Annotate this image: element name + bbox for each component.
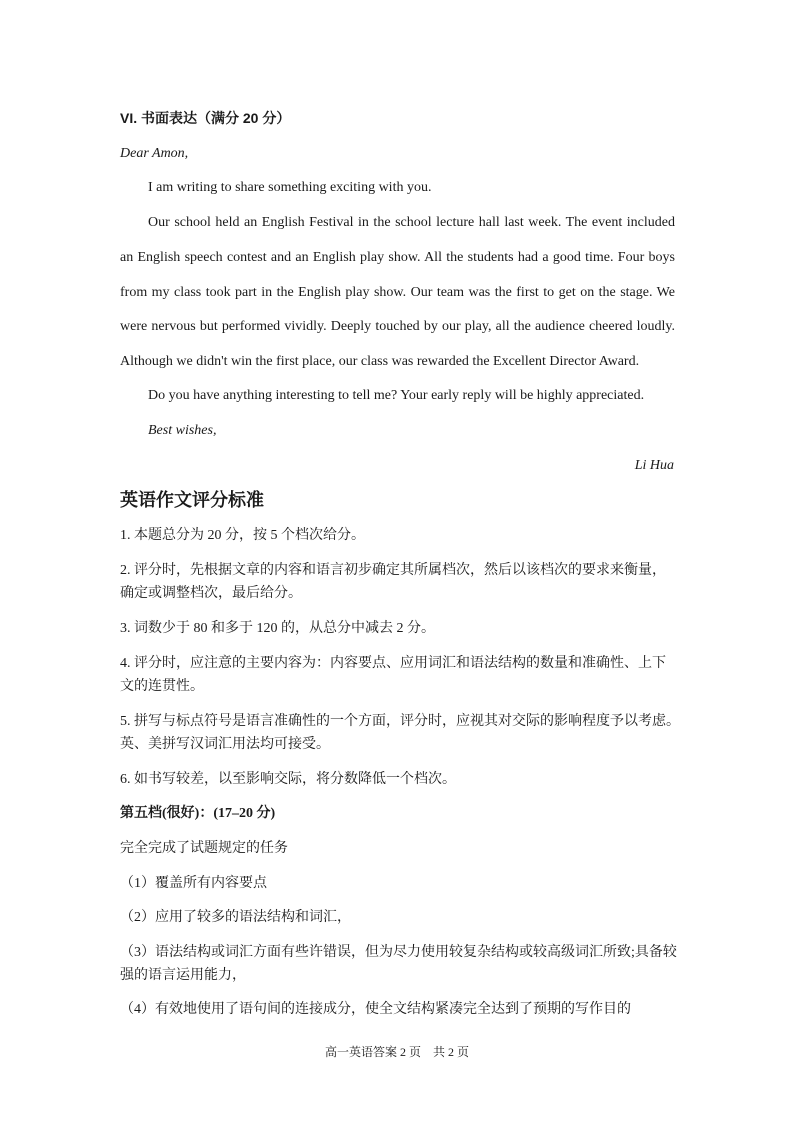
criteria-heading: 英语作文评分标准 <box>120 490 264 510</box>
level-5-item: （2）应用了较多的语法结构和词汇， <box>120 910 351 925</box>
level-5-title: 第五档(很好)：(17–20 分) <box>120 806 276 821</box>
letter-paragraph-2-line: Although we didn't win the first place, our class was rewarded the Excellent Director Award. <box>120 354 640 369</box>
page-footer: 高一英语答案 2 页 共 2 页 <box>324 1045 469 1059</box>
criteria-rule: 2. 评分时，先根据文章的内容和语言初步确定其所属档次，然后以该档次的要求来衡量， <box>120 563 666 578</box>
criteria-rule: 3. 词数少于 80 和多于 120 的，从总分中减去 2 分。 <box>120 621 435 636</box>
criteria-rule: 4. 评分时，应注意的主要内容为：内容要点、应用词汇和语法结构的数量和准确性、上下 <box>120 656 666 671</box>
letter-signature: Li Hua <box>634 458 674 473</box>
criteria-rule: 5. 拼写与标点符号是语言准确性的一个方面，评分时，应视其对交际的影响程度予以考虑。 <box>120 714 680 729</box>
level-5-intro: 完全完成了试题规定的任务 <box>120 841 288 856</box>
letter-paragraph-2-line: from my class took part in the English play show. Our team was the first to get on the stage. We <box>120 285 675 300</box>
section-title: VI. 书面表达（满分 20 分） <box>120 110 291 126</box>
level-5-item: （1）覆盖所有内容要点 <box>120 876 267 891</box>
criteria-rule: 英、美拼写汉词汇用法均可接受。 <box>120 737 330 752</box>
letter-paragraph-3: Do you have anything interesting to tell me? Your early reply will be highly appreciated. <box>148 388 645 403</box>
letter-paragraph-1: I am writing to share something exciting with you. <box>148 180 432 195</box>
letter-closing: Best wishes, <box>148 423 217 438</box>
level-5-item: （4）有效地使用了语句间的连接成分，使全文结构紧凑完全达到了预期的写作目的 <box>120 1002 631 1017</box>
criteria-rule: 1. 本题总分为 20 分，按 5 个档次给分。 <box>120 528 365 543</box>
level-5-item: （3）语法结构或词汇方面有些许错误，但为尽力使用较复杂结构或较高级词汇所致;具备较 <box>120 945 677 960</box>
letter-paragraph-2-line: Our school held an English Festival in the school lecture hall last week. The event included <box>148 215 675 230</box>
letter-salutation: Dear Amon, <box>120 146 189 161</box>
criteria-rule: 文的连贯性。 <box>120 679 204 694</box>
criteria-rule: 确定或调整档次，最后给分。 <box>120 586 302 601</box>
level-5-item: 强的语言运用能力， <box>120 968 246 983</box>
letter-paragraph-2-line: were nervous but performed vividly. Deeply touched by our play, all the audience cheered loudly. <box>120 319 675 334</box>
criteria-rule: 6. 如书写较差，以至影响交际，将分数降低一个档次。 <box>120 772 456 787</box>
letter-paragraph-2-line: an English speech contest and an English play show. All the students had a good time. Four boys <box>120 250 675 265</box>
